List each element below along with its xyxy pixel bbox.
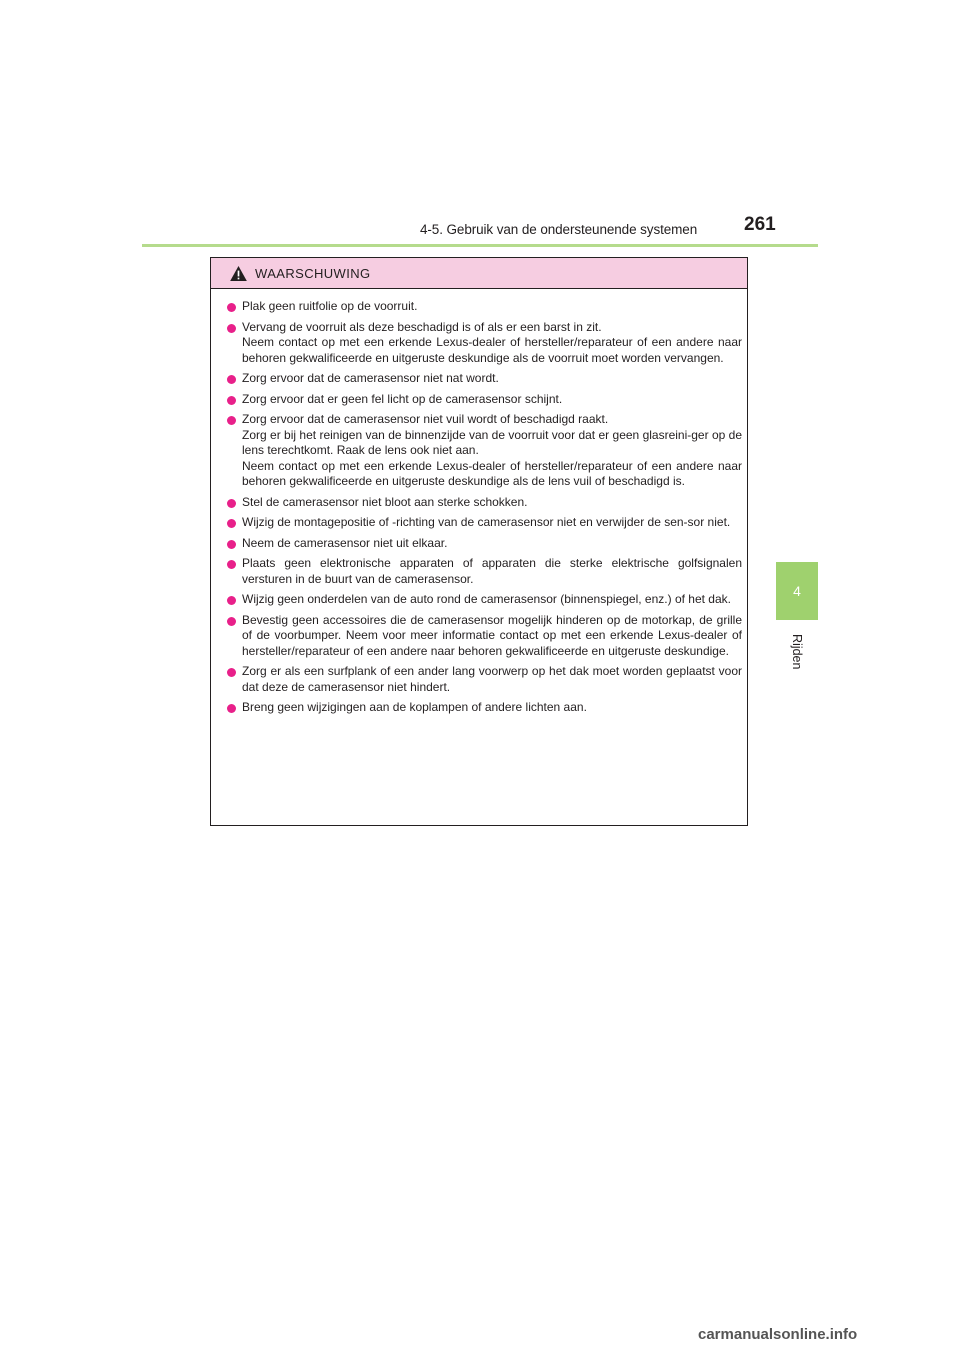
warning-item (227, 664, 742, 695)
warning-item (227, 515, 742, 531)
chapter-label: Rijden (790, 634, 804, 670)
bullet-icon (227, 560, 236, 569)
page-number: 261 (744, 214, 776, 235)
warning-item-text: Neem contact op met een erkende Lexus-dealer of hersteller/reparateur of een andere naar behoren gekwalificeerde en uitgeruste deskundige als de lens vuil of beschadigd is. (242, 458, 742, 488)
warning-item-text: Breng geen wijzigingen aan de koplampen of andere lichten aan. (242, 700, 587, 714)
warning-item-text: Stel de camerasensor niet bloot aan sterke schokken. (242, 494, 528, 509)
watermark: carmanualsonline.info (698, 1326, 858, 1343)
warning-item (227, 592, 742, 608)
warning-item-text: Bevestig geen accessoires die de camerasensor mogelijk hinderen op de motorkap, de grille of de voorbumper. Neem voor meer informatie contact op met een erkende Lexus-dealer of hersteller/reparateur of een andere naar behoren gekwalificeerde en uitgeruste deskundige. (242, 612, 742, 658)
warning-header (211, 258, 747, 289)
warning-item (227, 371, 742, 387)
header-divider (142, 244, 818, 247)
warning-item (227, 392, 742, 408)
warning-item-text: Plak geen ruitfolie op de voorruit. (242, 299, 418, 313)
section-title: 4-5. Gebruik van de ondersteunende systemen (420, 222, 698, 237)
warning-list (211, 289, 747, 716)
bullet-icon (227, 499, 236, 508)
warning-item (227, 556, 742, 587)
warning-item-text: Vervang de voorruit als deze beschadigd is of als er een barst in zit. (242, 319, 602, 334)
bullet-icon (227, 396, 236, 405)
warning-item (227, 536, 742, 552)
bullet-icon (227, 519, 236, 528)
warning-item-text: Zorg ervoor dat er geen fel licht op de camerasensor schijnt. (242, 391, 563, 406)
warning-item-text: Neem de camerasensor niet uit elkaar. (242, 535, 448, 550)
bullet-icon (227, 303, 236, 312)
warning-title: WAARSCHUWING (255, 265, 371, 281)
bullet-icon (227, 540, 236, 549)
bullet-icon (227, 668, 236, 677)
warning-item (227, 495, 742, 511)
warning-item (227, 700, 742, 716)
bullet-icon (227, 324, 236, 333)
bullet-icon (227, 704, 236, 713)
warning-item (227, 613, 742, 660)
bullet-icon (227, 416, 236, 425)
warning-item-text: Zorg ervoor dat de camerasensor niet nat wordt. (242, 371, 499, 385)
warning-item-text: Zorg er als een surfplank of een ander lang voorwerp op het dak moet worden geplaatst voor dat deze de camerasensor niet hindert. (242, 664, 742, 694)
warning-item (227, 412, 742, 490)
warning-item (227, 320, 742, 367)
warning-box (210, 257, 748, 826)
warning-triangle-icon (230, 266, 247, 281)
bullet-icon (227, 375, 236, 384)
bullet-icon (227, 596, 236, 605)
warning-item-text: Zorg ervoor dat de camerasensor niet vuil wordt of beschadigd raakt. (242, 412, 609, 426)
warning-item-text: Zorg er bij het reinigen van de binnenzijde van de voorruit voor dat er geen glasreini-ger op de lens terechtkomt. Raak de lens ook niet aan. (242, 427, 742, 457)
warning-item-text: Wijzig de montagepositie of -richting van de camerasensor niet en verwijder de sen-sor niet. (242, 515, 731, 529)
chapter-tab: 4 (776, 562, 818, 620)
warning-item-text: Neem contact op met een erkende Lexus-dealer of hersteller/reparateur of een andere naar behoren gekwalificeerde en uitgeruste deskundige als de voorruit moet worden vervangen. (242, 335, 742, 365)
warning-item-text: Plaats geen elektronische apparaten of apparaten die sterke elektrische golfsignalen versturen in de buurt van de camerasensor. (242, 556, 742, 586)
warning-item (227, 299, 742, 315)
bullet-icon (227, 617, 236, 626)
warning-item-text: Wijzig geen onderdelen van de auto rond de camerasensor (binnenspiegel, enz.) of het dak. (242, 592, 731, 606)
